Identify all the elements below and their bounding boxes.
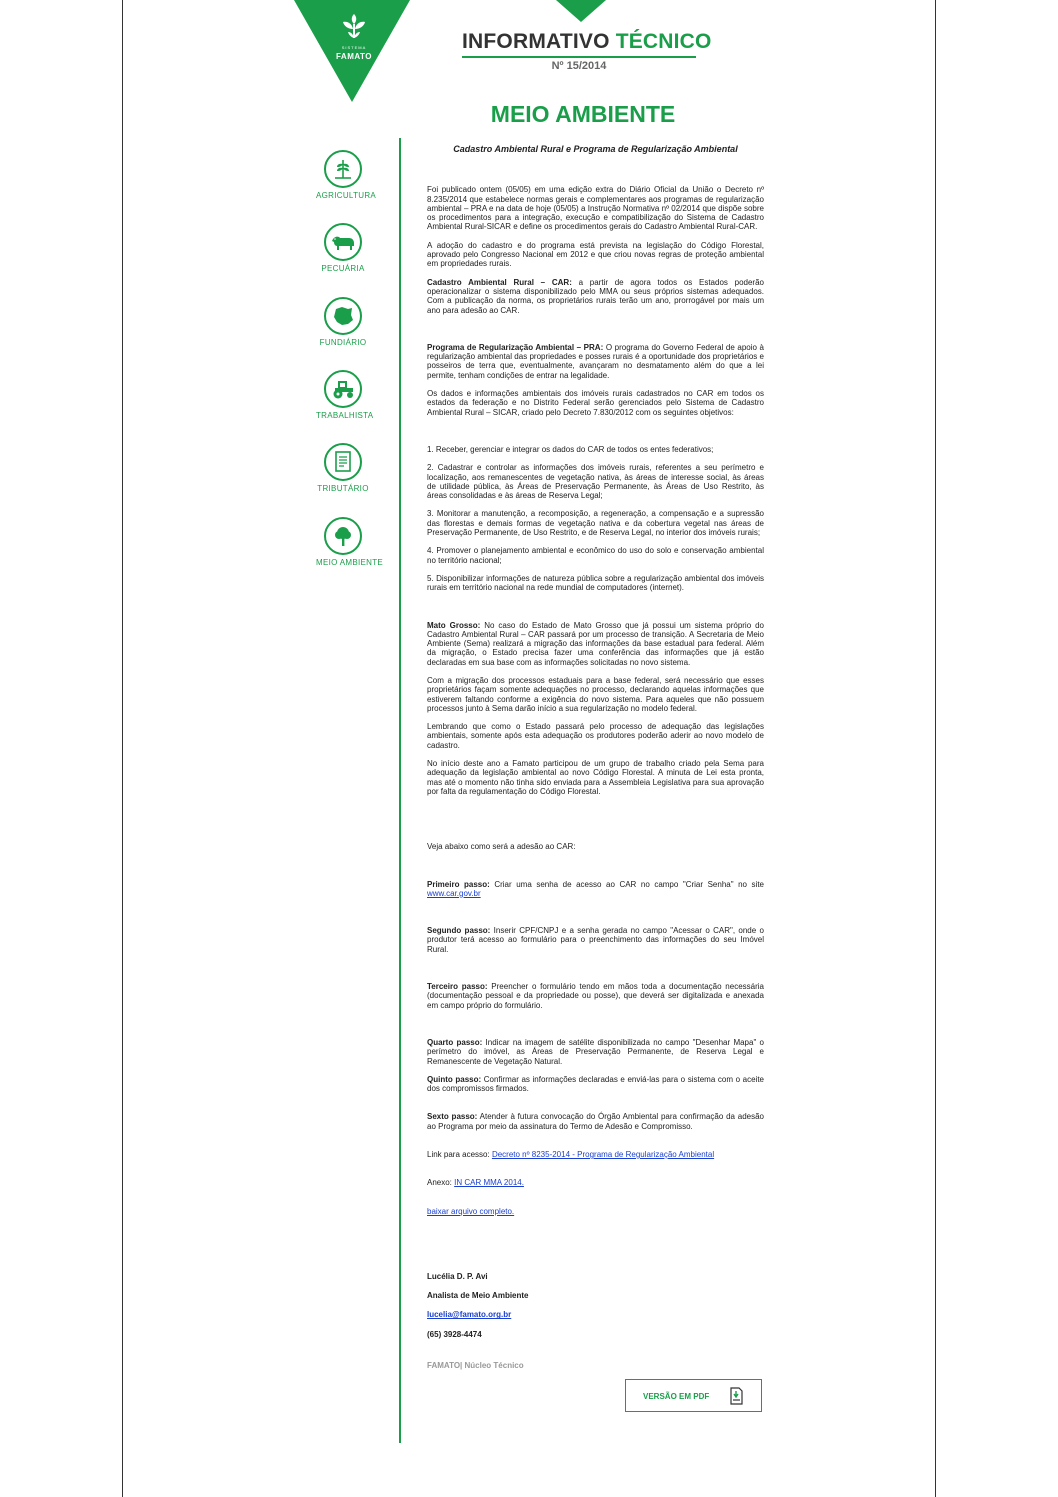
- section-title: MEIO AMBIENTE: [490, 101, 676, 127]
- objective-item: 5. Disponibilizar informações de natureza pública sobre a regularização ambiental dos imóveis rurais em território nacional na rede mundial de computadores (internet).: [427, 573, 764, 593]
- objective-item: 3. Monitorar a manutenção, a recomposição, a regeneração, a compensação e a supressão das florestas e demais formas de vegetação nativa e da cobertura vegetal nas áreas de Preservação Permanente, de Uso Restrito, e de Reserva Legal, no interior dos imóveis rurais;: [427, 509, 764, 538]
- author-role: [427, 1291, 764, 1300]
- step-3: [427, 982, 764, 1010]
- vertical-divider: [399, 138, 401, 1443]
- paragraph-intro: Foi publicado ontem (05/05) em uma edição extra do Diário Oficial da União o Decreto nº 8.235/2014 que estabelece normas gerais e complementares aos programas de regularização ambiental – PRA e na data de hoje (05/05) a Instrução Normativa nº 02/2014 que dispõe sobre os procedimentos para a integração, execução e compatibilização do Sistema de Cadastro Ambiental Rural-SICAR e define os procedimentos gerais do Cadastro Ambiental Rural-CAR.: [427, 185, 764, 232]
- objective-item: 4. Promover o planejamento ambiental e econômico do uso do solo e conservação ambiental no território nacional;: [427, 546, 764, 565]
- step-4: [427, 1038, 764, 1066]
- objective-item: 1. Receber, gerenciar e integrar os dados do CAR de todos os entes federativos;: [427, 444, 714, 454]
- step-6: [427, 1112, 764, 1131]
- download-link[interactable]: baixar arquivo completo.: [427, 1206, 515, 1216]
- livestock-icon: [324, 223, 362, 261]
- agriculture-icon: [324, 150, 362, 188]
- annex-prefix: Anexo:: [427, 1178, 455, 1188]
- logo-small-text: SISTEMA: [341, 45, 367, 50]
- step-text: Inserir CPF/CNPJ e a senha gerada no campo "Acessar o CAR", onde o produtor terá acesso ao formulário para o preenchimento das informações do seu Imóvel Rural.: [427, 926, 764, 954]
- step-label: Quarto passo:: [427, 1037, 483, 1047]
- footer-org-name: FAMATO: [427, 1361, 461, 1371]
- logo-name: FAMATO: [335, 52, 373, 61]
- author-email-link[interactable]: lucelia@famato.org.br: [427, 1310, 512, 1320]
- page-frame-left: [122, 0, 123, 1497]
- category-land[interactable]: [316, 297, 370, 347]
- step-label: Segundo passo:: [427, 926, 491, 936]
- paragraph-adequacy: Lembrando que como o Estado passará pelo processo de adequação das legislações ambientais, somente após esta adequação os produtores poderão aderir ao novo modelo de cadastro.: [427, 722, 764, 750]
- step-1: [427, 880, 764, 899]
- title-underline: [462, 56, 696, 58]
- car-label: Cadastro Ambiental Rural – CAR:: [427, 277, 572, 287]
- step-text: Atender à futura convocação do Órgão Ambiental para confirmação da adesão ao Programa por meio da assinatura do Termo de Adesão e Compromisso.: [427, 1112, 764, 1131]
- mt-label: Mato Grosso:: [427, 620, 481, 630]
- article-subtitle: Cadastro Ambiental Rural e Programa de Regularização Ambiental: [453, 144, 738, 154]
- author-email-line: [427, 1310, 764, 1319]
- decree-link-line: [427, 1150, 764, 1159]
- author-role-text: Analista de Meio Ambiente: [427, 1291, 529, 1301]
- category-agriculture[interactable]: [316, 150, 377, 200]
- category-label: TRABALHISTA: [316, 411, 374, 420]
- paragraph-sicar: Os dados e informações ambientais dos imóveis rurais cadastrados no CAR em todos os estados da federação e no Distrito Federal serão gerenciados pelo Sistema de Cadastro Ambiental Rural – SICAR, criado pelo Decreto 7.830/2012 com os seguintes objetivos:: [427, 389, 764, 417]
- pra-label: Programa de Regularização Ambiental – PRA:: [427, 342, 604, 352]
- tree-icon: [324, 517, 362, 555]
- category-labor[interactable]: [316, 370, 374, 420]
- page-frame-right: [935, 0, 936, 1497]
- step-text: Preencher o formulário tendo em mãos toda a documentação necessária (documentação pessoal e da propriedade ou posse), que deverá ser digitalizada e anexada em campo próprio do formulário.: [427, 982, 764, 1010]
- decree-link[interactable]: Decreto nº 8235-2014 - Programa de Regularização Ambiental: [491, 1150, 715, 1159]
- step-label: Sexto passo:: [427, 1112, 478, 1122]
- paragraph-forest-code: A adoção do cadastro e do programa está prevista na legislação do Código Florestal, aprovado pelo Congresso Nacional em 2012 e que criou novas regras de proteção ambiental em propriedades rurais.: [427, 240, 764, 269]
- tractor-icon: [324, 370, 362, 408]
- category-label: MEIO AMBIENTE: [316, 558, 384, 567]
- issue-number: Nº 15/2014: [551, 60, 607, 72]
- pra-text: O programa do Governo Federal de apoio à regularização ambiental das propriedades e posses rurais é a oportunidade dos proprietários e posseiros de terra que, eventualmente, avançaram no desmatamento além do que a lei permite, tenham condições de entrar na legalidade.: [427, 342, 764, 380]
- category-label: AGRICULTURA: [316, 191, 377, 200]
- category-label: PECUÁRIA: [321, 264, 365, 273]
- author-phone: [427, 1330, 764, 1339]
- pdf-button-label: VERSÃO EM PDF: [643, 1392, 710, 1401]
- step-text: Confirmar as informações declaradas e enviá-las para o sistema com o aceite dos compromissos firmados.: [427, 1074, 764, 1094]
- category-environment[interactable]: [316, 517, 384, 567]
- pdf-download-icon: [728, 1386, 744, 1406]
- land-map-icon: [324, 297, 362, 335]
- document-icon: [324, 443, 362, 481]
- link-prefix: Link para acesso:: [427, 1150, 492, 1159]
- footer-unit: | Núcleo Técnico: [460, 1361, 524, 1371]
- author-name-text: Lucélia D. P. Avi: [427, 1271, 488, 1281]
- logo-leaf-icon: [339, 12, 369, 40]
- paragraph-pra: [427, 343, 764, 380]
- step-label: Quinto passo:: [427, 1074, 482, 1084]
- author-name: [427, 1272, 764, 1281]
- title-part-a: INFORMATIVO: [462, 30, 610, 53]
- car-text: a partir de agora todos os Estados poderão operacionalizar o sistema disponibilizado pelo MMA ou seus próprios sistemas adequados. Com a publicação da norma, os proprietários rurais terão um ano, prorrogável por mais um ano para adesão ao CAR.: [427, 277, 764, 315]
- car-site-link[interactable]: www.car.gov.br: [427, 888, 481, 898]
- footer-org: [427, 1361, 764, 1370]
- title-part-b: TÉCNICO: [615, 30, 712, 53]
- header-notch: [556, 0, 606, 22]
- annex-line: [427, 1178, 764, 1187]
- paragraph-mato-grosso: [427, 621, 764, 667]
- pdf-version-button[interactable]: [625, 1379, 762, 1412]
- step-text: Indicar na imagem de satélite disponibilizada no campo "Desenhar Mapa" o perímetro do imóvel, as Áreas de Preservação Permanente, de Reserva Legal e Remanescente de Vegetação Natural.: [427, 1037, 765, 1066]
- category-label: TRIBUTÁRIO: [317, 484, 369, 493]
- famato-logo: [329, 12, 379, 61]
- step-2: [427, 926, 764, 954]
- article-body: [427, 145, 764, 1370]
- paragraph-working-group: No início deste ano a Famato participou de um grupo de trabalho criado pela Sema para adequação da legislação ambiental ao novo Código Florestal. A minuta de Lei esta pronta, mas até o momento não tinha sido enviada para a Assembleia Legislativa para sua aprovação por falta da regulamentação do Código Florestal.: [427, 759, 764, 796]
- step-label: Primeiro passo:: [427, 879, 490, 889]
- category-label: FUNDIÁRIO: [319, 338, 367, 347]
- category-livestock[interactable]: [316, 223, 370, 273]
- paragraph-migration: Com a migração dos processos estaduais para a base federal, será necessário que esses proprietários façam somente adequações no processo, declarando aquelas informações que estiverem faltando conforme a exigência do novo sistema. Para aqueles que não possuem processos junto à Sema darão início a sua regularização no modelo federal.: [427, 675, 764, 713]
- step-text: Criar uma senha de acesso ao CAR no campo "Criar Senha" no site: [489, 879, 764, 889]
- paragraph-steps-intro: Veja abaixo como será a adesão ao CAR:: [427, 842, 576, 852]
- step-label: Terceiro passo:: [427, 982, 488, 992]
- mt-text: No caso do Estado de Mato Grosso que já possui um sistema próprio do Cadastro Ambiental Rural – CAR passará por um processo de transição. A Secretaria de Meio Ambiente (Sema) realizará a migração das informações da base estadual para federal. Além da migração, o Estado precisa fazer uma conferência das informações que já estão declaradas em sua base com as informações solicitadas no novo sistema.: [427, 620, 764, 667]
- step-5: [427, 1075, 764, 1094]
- newsletter-title: [462, 30, 712, 54]
- annex-link[interactable]: IN CAR MMA 2014.: [454, 1178, 524, 1188]
- author-phone-text: (65) 3928-4474: [427, 1329, 482, 1339]
- download-line: [427, 1207, 764, 1216]
- category-tax[interactable]: [316, 443, 370, 493]
- objective-item: 2. Cadastrar e controlar as informações dos imóveis rurais, referentes a seu perímetro e localização, aos remanescentes de vegetação nativa, às áreas de interesse social, às áreas de utilidade pública, às Áreas de Preservação Permanente, às Áreas de Uso Restrito, às áreas consolidadas e às áreas de Reserva Legal;: [427, 463, 764, 501]
- paragraph-car: [427, 278, 764, 315]
